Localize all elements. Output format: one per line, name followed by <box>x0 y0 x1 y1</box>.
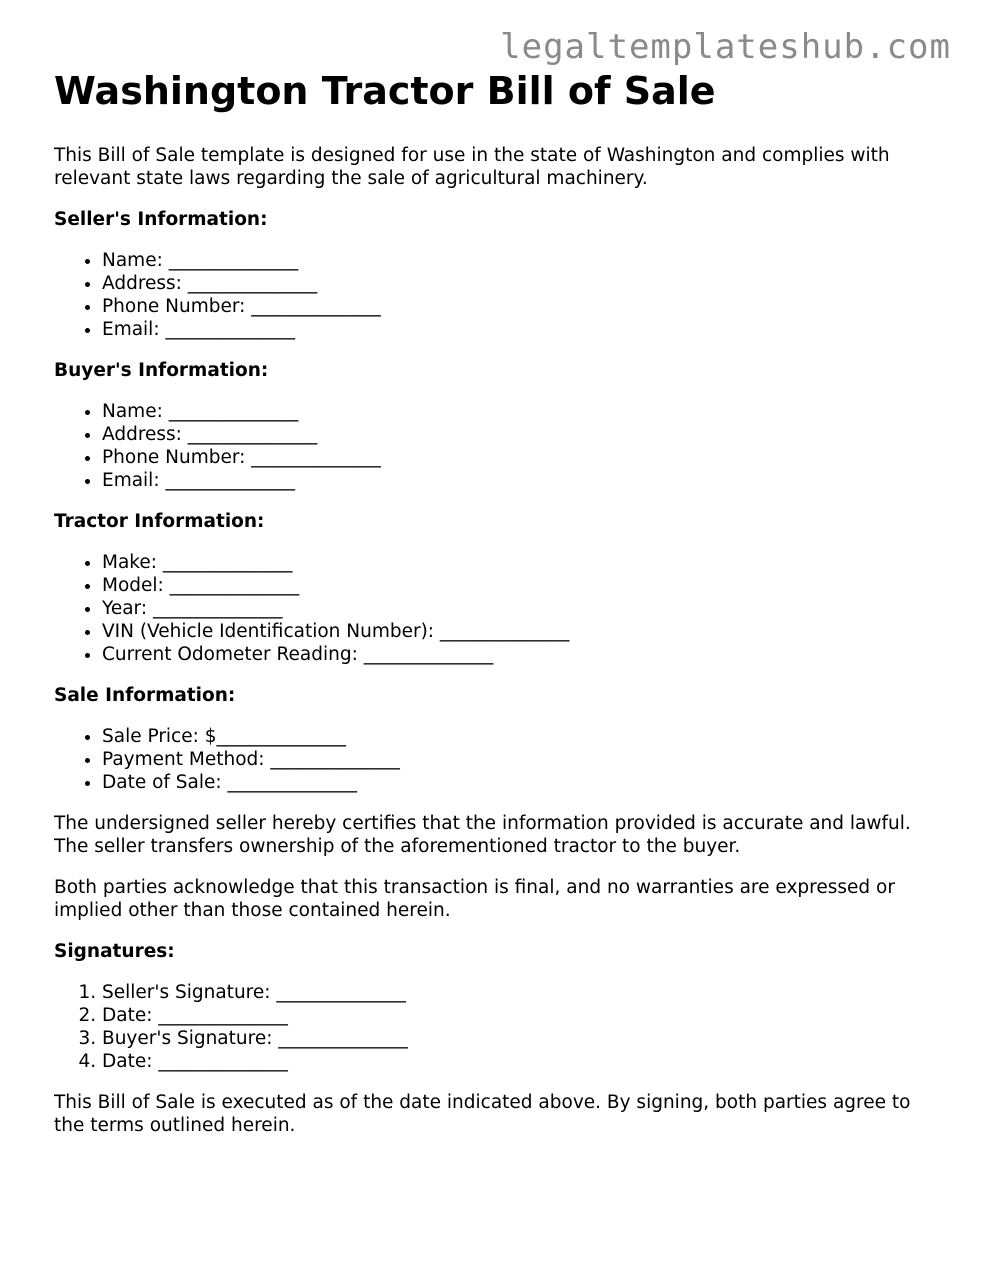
buyer-heading: Buyer's Information: <box>54 359 269 381</box>
buyer-phone-field: • Phone Number: ______________ <box>102 446 934 469</box>
sale-date-field: • Date of Sale: ______________ <box>102 771 934 794</box>
seller-name-field: • Name: ______________ <box>102 249 934 272</box>
certification-paragraph: The undersigned seller hereby certifies that the information provided is accurate and lawful. The seller transfers ownership of the aforementioned tractor to the buyer. <box>54 812 911 857</box>
buyer-name-field: • Name: ______________ <box>102 400 934 423</box>
buyer-email-field: • Email: ______________ <box>102 469 934 492</box>
sale-list <box>54 725 934 794</box>
watermark: legaltemplateshub.com <box>500 27 951 67</box>
tractor-make-field: • Make: ______________ <box>102 551 934 574</box>
closing-paragraph: This Bill of Sale is executed as of the date indicated above. By signing, both parties agree to the terms outlined herein. <box>54 1091 911 1136</box>
signatures-list <box>54 981 934 1073</box>
tractor-odometer-field: • Current Odometer Reading: ______________ <box>102 643 934 666</box>
seller-list <box>54 249 934 341</box>
buyer-date-field: 4. Date: ______________ <box>102 1050 934 1073</box>
seller-email-field: • Email: ______________ <box>102 318 934 341</box>
seller-address-field: • Address: ______________ <box>102 272 934 295</box>
sale-heading: Sale Information: <box>54 684 236 706</box>
seller-signature-field: 1. Seller's Signature: ______________ <box>102 981 934 1004</box>
tractor-model-field: • Model: ______________ <box>102 574 934 597</box>
buyer-address-field: • Address: ______________ <box>102 423 934 446</box>
page-title: Washington Tractor Bill of Sale <box>54 69 716 113</box>
document-body <box>54 70 934 1155</box>
tractor-year-field: • Year: ______________ <box>102 597 934 620</box>
buyer-list <box>54 400 934 492</box>
payment-method-field: • Payment Method: ______________ <box>102 748 934 771</box>
tractor-heading: Tractor Information: <box>54 510 265 532</box>
sale-price-field: • Sale Price: $______________ <box>102 725 934 748</box>
acknowledgement-paragraph: Both parties acknowledge that this transaction is final, and no warranties are expressed or implied other than those contained herein. <box>54 876 895 921</box>
intro-paragraph: This Bill of Sale template is designed for use in the state of Washington and complies with relevant state laws regarding the sale of agricultural machinery. <box>54 144 890 189</box>
buyer-signature-field: 3. Buyer's Signature: ______________ <box>102 1027 934 1050</box>
seller-phone-field: • Phone Number: ______________ <box>102 295 934 318</box>
tractor-list <box>54 551 934 666</box>
seller-date-field: 2. Date: ______________ <box>102 1004 934 1027</box>
signatures-heading: Signatures: <box>54 940 175 962</box>
tractor-vin-field: • VIN (Vehicle Identification Number): ______________ <box>102 620 934 643</box>
seller-heading: Seller's Information: <box>54 208 268 230</box>
